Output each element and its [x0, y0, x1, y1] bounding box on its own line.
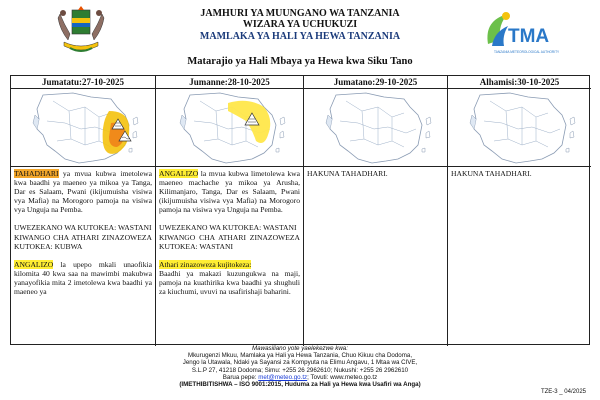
warning-level-label: TAHADHARI	[14, 169, 59, 178]
footer-address-line2: Jengo la Utawala, Ndaki ya Sayansi za Kompyuta na Elimu Angavu, 1 Mtaa wa CIVE,	[182, 359, 418, 367]
header-authority: MAMLAKA YA HALI YA HEWA TANZANIA	[199, 31, 401, 42]
document-title: Matarajio ya Hali Mbaya ya Hewa kwa Siku Tano	[187, 56, 413, 67]
forecast-text-day3	[304, 167, 447, 189]
footer-contacts	[0, 374, 600, 381]
forecast-map-day4	[448, 89, 591, 167]
header-ministry: WIZARA YA UCHUKUZI	[242, 19, 358, 30]
no-warning-text: HAKUNA TAHADHARI.	[307, 169, 388, 178]
website-text: ; Tovuti: www.meteo.go.tz	[307, 373, 378, 381]
day-header: Jumanne:28-10-2025	[156, 76, 303, 89]
tanzania-map	[11, 89, 156, 167]
forecast-column-day3	[304, 76, 448, 346]
tma-logo	[478, 6, 562, 62]
forecast-map-day3	[304, 89, 447, 167]
warning-text: ya mvua kubwa imetolewa kwa baadhi ya maeneo ya mikoa ya Tanga, Dar es Salaam, Pwani (ikijumuisha visiwa vya Mafia) na Morogoro pamoja na visiwa vya Unguja na Pemba.	[14, 169, 152, 215]
impact-level-text: KIWANGO CHA ATHARI ZINAZOWEZA KUTOKEA: WASTANI	[159, 232, 300, 251]
email-prefix: Barua pepe:	[222, 373, 259, 381]
document-footer	[0, 345, 600, 400]
document-header	[0, 0, 600, 68]
impact-level-text: KIWANGO CHA ATHARI ZINAZOWEZA KUTOKEA: KUBWA	[14, 232, 152, 251]
forecast-map-day1	[11, 89, 155, 167]
forecast-column-day1	[11, 76, 156, 346]
tanzania-map	[304, 89, 448, 167]
impacts-text: Baadhi ya makazi kuzungukwa na maji, pamoja na kuathirika kwa baadhi ya shughuli za kiuchumi, uvuvi na usafirishaji baharini.	[159, 268, 300, 297]
forecast-text-day4	[448, 167, 591, 189]
document-code: TZE-3 _ 04/2025	[540, 389, 586, 395]
day-header: Jumatano:29-10-2025	[304, 76, 447, 89]
iso-certification: (IMETHIBITISHWA – ISO 9001:2015, Huduma za Hali ya Hewa kwa Usafiri wa Anga)	[179, 381, 421, 389]
advisory-level-label: ANGALIZO	[14, 259, 54, 269]
forecast-table	[10, 75, 590, 345]
header-republic: JAMHURI YA MUUNGANO WA TANZANIA	[200, 8, 400, 19]
day-header: Jumatatu:27-10-2025	[11, 76, 155, 89]
footer-contact-heading: Mawasiliano yote yaelekezwe kwa:	[252, 345, 348, 352]
tanzania-map	[156, 89, 304, 167]
tanzania-map	[448, 89, 591, 167]
footer-address-line1: Mkurugenzi Mkuu, Mamlaka ya Hali ya Hewa Tanzania, Chuo Kikuu cha Dodoma,	[187, 352, 413, 360]
forecast-column-day2	[156, 76, 304, 346]
likelihood-text: UWEZEKANO WA KUTOKEA: WASTANI	[14, 223, 152, 233]
forecast-text-day2	[156, 167, 303, 298]
advisory-text: la mvua kubwa limetolewa kwa maeneo machache ya mikoa ya Arusha, Kilimanjaro, Tanga, Dar es Salaam, Pwani (ikijumuisha visiwa vya Mafia) na Morogoro pamoja na visiwa vya Unguja na Pemba.	[159, 169, 300, 215]
advisory-text: la upepo mkali unaofikia kilomita 40 kwa saa na mawimbi makubwa yanayofikia mita 2 imetolewa kwa baadhi ya maeneo ya	[14, 259, 152, 297]
tma-logo-subtext: TANZANIA METEOROLOGICAL AUTHORITY	[494, 50, 560, 54]
likelihood-text: UWEZEKANO WA KUTOKEA: WASTANI	[159, 223, 297, 233]
day-header: Alhamisi:30-10-2025	[448, 76, 591, 89]
tma-logo-text: TMA	[508, 26, 550, 47]
impacts-heading: Athari zinazoweza kujitokeza:	[159, 259, 252, 269]
advisory-level-label: ANGALIZO	[159, 169, 199, 178]
no-warning-text: HAKUNA TAHADHARI.	[451, 169, 532, 178]
email-link[interactable]: met@meteo.go.tz	[258, 373, 308, 381]
forecast-map-day2	[156, 89, 303, 167]
forecast-column-day4	[448, 76, 591, 346]
forecast-text-day1	[11, 167, 155, 298]
footer-address-line3: S.L.P 27, 41218 Dodoma; Simu: +255 26 2962610; Nukushi: +255 26 2962610	[191, 366, 409, 374]
